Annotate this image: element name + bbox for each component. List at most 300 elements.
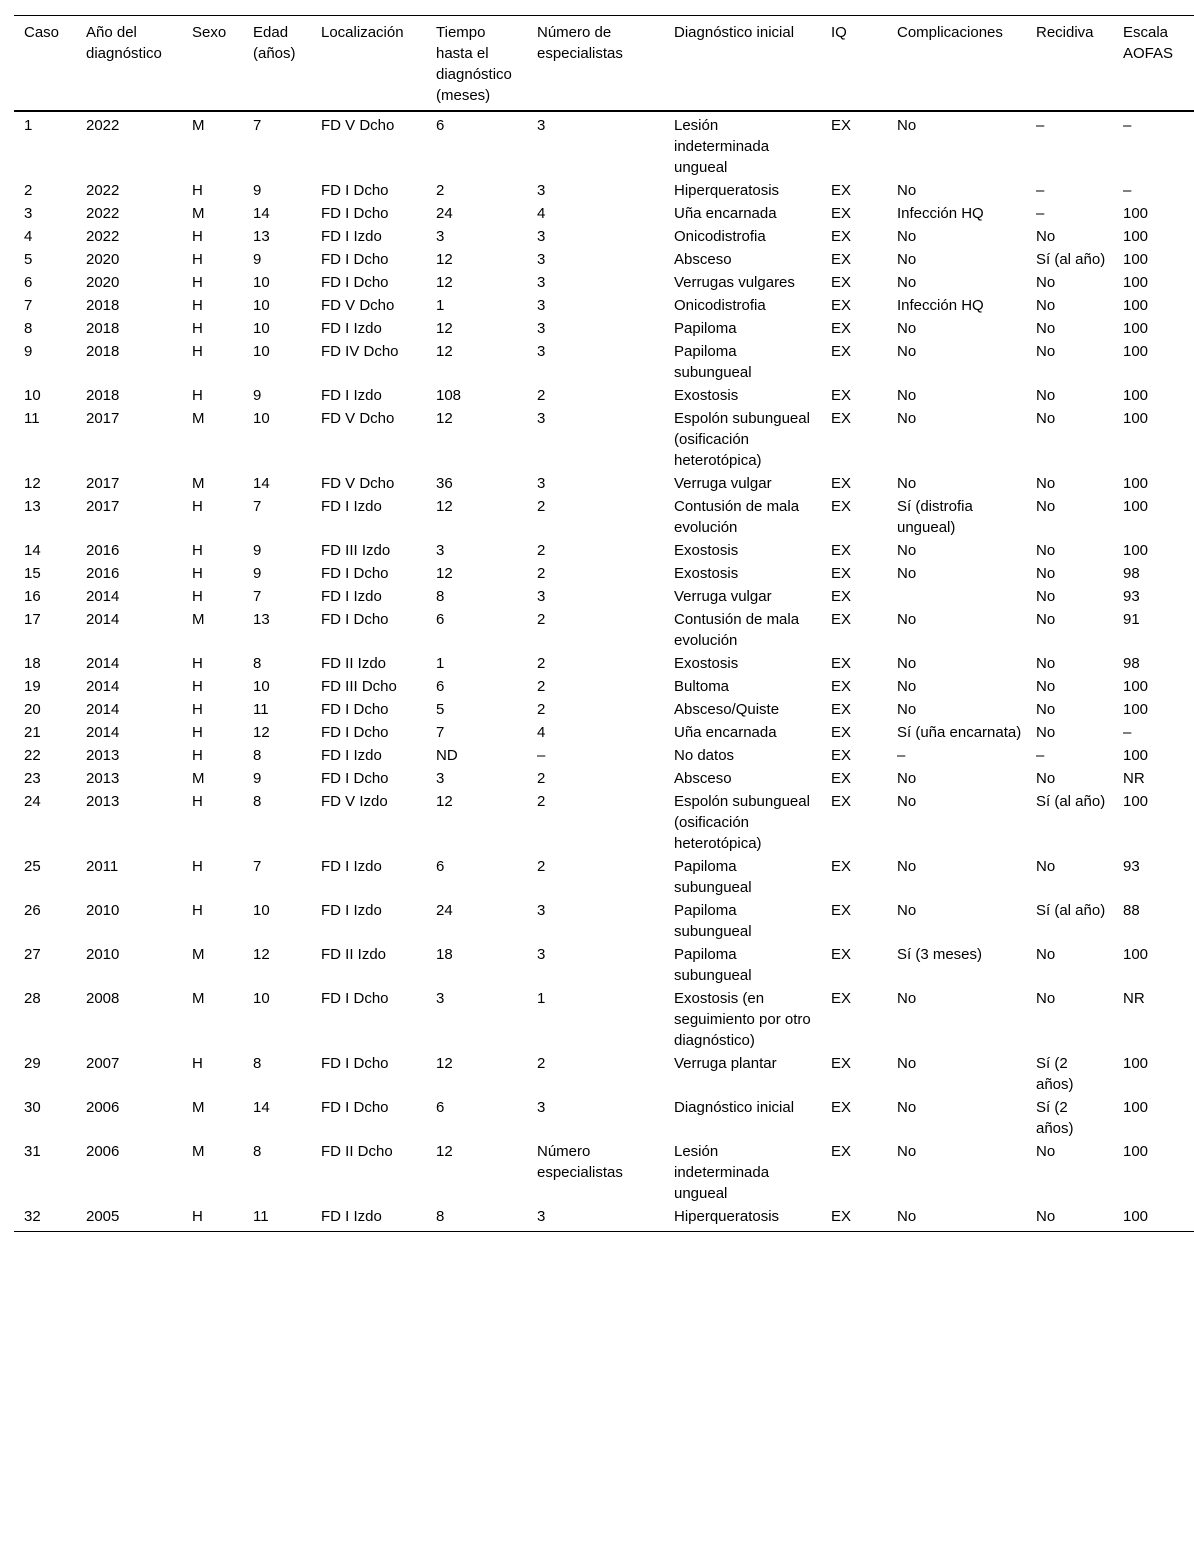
table-cell-numero-especialistas: 2 <box>537 387 546 404</box>
table-cell-recidiva: No <box>1036 724 1056 741</box>
table-cell-diagnostico-inicial: Hiperqueratosis <box>674 182 780 199</box>
table-cell-iq: EX <box>831 701 852 718</box>
table-cell-escala-aofas: 93 <box>1123 858 1140 875</box>
table-cell-caso: 10 <box>24 387 41 404</box>
table-cell-recidiva: No <box>1036 1143 1056 1160</box>
table-cell-diagnostico-inicial: Exostosis <box>674 387 739 404</box>
table-cell-edad: 10 <box>253 343 270 360</box>
table-cell-edad: 9 <box>253 182 262 199</box>
table-row <box>14 898 1194 942</box>
table-cell-numero-especialistas: 3 <box>537 588 546 605</box>
table-cell-escala-aofas: – <box>1123 182 1132 199</box>
table-cell-complicaciones: No <box>897 251 917 268</box>
column-header-escala-aofas: Escala AOFAS <box>1123 24 1174 62</box>
table-row <box>14 1204 1194 1232</box>
table-cell-numero-especialistas: 3 <box>537 251 546 268</box>
column-header-caso: Caso <box>24 24 60 41</box>
table-cell-escala-aofas: 100 <box>1123 297 1149 314</box>
table-cell-anio-diagnostico: 2005 <box>86 1208 120 1225</box>
table-cell-localizacion: FD I Dcho <box>321 205 389 222</box>
table-cell-localizacion: FD V Dcho <box>321 410 395 427</box>
table-cell-tiempo-diagnostico: ND <box>436 747 458 764</box>
table-cell-edad: 9 <box>253 387 262 404</box>
table-cell-numero-especialistas: 2 <box>537 542 546 559</box>
table-cell-diagnostico-inicial: Contusión de mala evolución <box>674 498 800 536</box>
table-cell-anio-diagnostico: 2007 <box>86 1055 120 1072</box>
table-cell-localizacion: FD I Dcho <box>321 182 389 199</box>
table-cell-escala-aofas: 100 <box>1123 1099 1149 1116</box>
table-cell-edad: 9 <box>253 565 262 582</box>
table-cell-recidiva: Sí (2 años) <box>1036 1055 1074 1093</box>
table-cell-complicaciones: Sí (distrofia ungueal) <box>897 498 973 536</box>
table-cell-iq: EX <box>831 251 852 268</box>
table-cell-sexo: H <box>192 902 203 919</box>
table-cell-complicaciones: Infección HQ <box>897 205 984 222</box>
table-cell-iq: EX <box>831 117 852 134</box>
table-cell-diagnostico-inicial: Espolón subungueal (osificación heterotópica) <box>674 410 810 469</box>
table-cell-numero-especialistas: 2 <box>537 565 546 582</box>
table-cell-sexo: M <box>192 611 205 628</box>
table-cell-sexo: M <box>192 946 205 963</box>
table-cell-localizacion: FD I Dcho <box>321 274 389 291</box>
table-row <box>14 201 1194 224</box>
table-cell-diagnostico-inicial: Hiperqueratosis <box>674 1208 780 1225</box>
table-cell-numero-especialistas: 3 <box>537 475 546 492</box>
column-header-tiempo-diagnostico: Tiempo hasta el diagnóstico (meses) <box>436 24 512 104</box>
table-cell-complicaciones: Sí (uña encarnata) <box>897 724 1022 741</box>
table-cell-caso: 18 <box>24 655 41 672</box>
table-cell-recidiva: No <box>1036 274 1056 291</box>
table-cell-numero-especialistas: 1 <box>537 990 546 1007</box>
table-cell-caso: 2 <box>24 182 33 199</box>
table-cell-edad: 11 <box>253 1208 269 1225</box>
table-cell-diagnostico-inicial: Papiloma subungueal <box>674 902 752 940</box>
table-cell-complicaciones: No <box>897 387 917 404</box>
column-header-numero-especialistas: Número de especialistas <box>537 24 623 62</box>
table-cell-edad: 10 <box>253 297 270 314</box>
table-cell-caso: 17 <box>24 611 41 628</box>
table-row <box>14 178 1194 201</box>
table-cell-sexo: H <box>192 297 203 314</box>
table-cell-numero-especialistas: 2 <box>537 770 546 787</box>
table-cell-anio-diagnostico: 2018 <box>86 320 120 337</box>
column-header-localizacion: Localización <box>321 24 404 41</box>
column-header-recidiva: Recidiva <box>1036 24 1094 41</box>
table-cell-edad: 8 <box>253 793 262 810</box>
table-cell-numero-especialistas: 3 <box>537 297 546 314</box>
table-cell-localizacion: FD II Izdo <box>321 655 387 672</box>
table-row <box>14 697 1194 720</box>
table-cell-tiempo-diagnostico: 12 <box>436 320 453 337</box>
table-cell-anio-diagnostico: 2022 <box>86 228 120 245</box>
table-cell-recidiva: No <box>1036 320 1056 337</box>
table-cell-tiempo-diagnostico: 108 <box>436 387 462 404</box>
table-cell-edad: 7 <box>253 858 262 875</box>
table-cell-tiempo-diagnostico: 3 <box>436 228 445 245</box>
table-cell-iq: EX <box>831 410 852 427</box>
table-cell-complicaciones: No <box>897 343 917 360</box>
table-cell-iq: EX <box>831 770 852 787</box>
table-cell-edad: 7 <box>253 117 262 134</box>
table-cell-sexo: H <box>192 498 203 515</box>
table-row <box>14 720 1194 743</box>
table-cell-anio-diagnostico: 2017 <box>86 498 120 515</box>
table-cell-localizacion: FD I Izdo <box>321 588 382 605</box>
table-cell-numero-especialistas: 2 <box>537 498 546 515</box>
table-cell-tiempo-diagnostico: 6 <box>436 1099 445 1116</box>
table-cell-escala-aofas: 91 <box>1123 611 1140 628</box>
table-cell-recidiva: No <box>1036 1208 1056 1225</box>
table-row <box>14 766 1194 789</box>
table-cell-diagnostico-inicial: Lesión indeterminada ungueal <box>674 117 770 176</box>
table-body <box>14 111 1194 1232</box>
table-cell-escala-aofas: 100 <box>1123 387 1149 404</box>
table-cell-diagnostico-inicial: Contusión de mala evolución <box>674 611 800 649</box>
table-cell-localizacion: FD V Dcho <box>321 297 395 314</box>
table-cell-anio-diagnostico: 2022 <box>86 117 120 134</box>
table-cell-tiempo-diagnostico: 12 <box>436 410 453 427</box>
table-cell-iq: EX <box>831 343 852 360</box>
table-cell-sexo: H <box>192 588 203 605</box>
table-cell-recidiva: No <box>1036 542 1056 559</box>
table-cell-iq: EX <box>831 946 852 963</box>
table-cell-edad: 10 <box>253 274 270 291</box>
table-cell-numero-especialistas: Número especialistas <box>537 1143 623 1181</box>
table-cell-diagnostico-inicial: Uña encarnada <box>674 724 777 741</box>
table-cell-numero-especialistas: 2 <box>537 858 546 875</box>
table-cell-recidiva: No <box>1036 387 1056 404</box>
table-cell-numero-especialistas: 2 <box>537 701 546 718</box>
table-cell-complicaciones: – <box>897 747 906 764</box>
table-cell-sexo: H <box>192 387 203 404</box>
table-cell-complicaciones: No <box>897 274 917 291</box>
table-cell-tiempo-diagnostico: 1 <box>436 655 445 672</box>
table-cell-anio-diagnostico: 2014 <box>86 678 120 695</box>
table-cell-caso: 1 <box>24 117 33 134</box>
table-cell-edad: 10 <box>253 678 270 695</box>
table-cell-iq: EX <box>831 678 852 695</box>
table-cell-caso: 30 <box>24 1099 41 1116</box>
table-cell-numero-especialistas: 3 <box>537 902 546 919</box>
table-cell-sexo: H <box>192 793 203 810</box>
table-cell-complicaciones: No <box>897 1143 917 1160</box>
table-cell-sexo: M <box>192 990 205 1007</box>
table-cell-edad: 9 <box>253 251 262 268</box>
table-cell-diagnostico-inicial: No datos <box>674 747 735 764</box>
table-cell-caso: 5 <box>24 251 33 268</box>
table-cell-recidiva: No <box>1036 498 1056 515</box>
table-cell-localizacion: FD I Dcho <box>321 1055 389 1072</box>
column-header-complicaciones: Complicaciones <box>897 24 1003 41</box>
table-cell-anio-diagnostico: 2010 <box>86 946 120 963</box>
table-cell-sexo: H <box>192 274 203 291</box>
table-cell-numero-especialistas: 2 <box>537 611 546 628</box>
table-cell-tiempo-diagnostico: 12 <box>436 274 453 291</box>
table-cell-escala-aofas: – <box>1123 117 1132 134</box>
table-cell-caso: 12 <box>24 475 41 492</box>
table-cell-complicaciones: No <box>897 611 917 628</box>
table-cell-escala-aofas: 100 <box>1123 410 1149 427</box>
table-cell-anio-diagnostico: 2008 <box>86 990 120 1007</box>
table-cell-recidiva: – <box>1036 182 1045 199</box>
table-cell-edad: 12 <box>253 946 270 963</box>
table-row <box>14 224 1194 247</box>
table-cell-anio-diagnostico: 2011 <box>86 858 119 875</box>
table-cell-recidiva: – <box>1036 747 1045 764</box>
table-cell-complicaciones: No <box>897 678 917 695</box>
table-cell-complicaciones: No <box>897 701 917 718</box>
table-cell-caso: 14 <box>24 542 41 559</box>
table-cell-tiempo-diagnostico: 12 <box>436 343 453 360</box>
table-cell-anio-diagnostico: 2022 <box>86 182 120 199</box>
table-cell-caso: 32 <box>24 1208 41 1225</box>
table-container <box>14 15 1194 1232</box>
table-cell-edad: 10 <box>253 990 270 1007</box>
table-cell-complicaciones: No <box>897 1099 917 1116</box>
table-cell-recidiva: Sí (2 años) <box>1036 1099 1074 1137</box>
table-row <box>14 316 1194 339</box>
table-cell-tiempo-diagnostico: 12 <box>436 1143 453 1160</box>
table-cell-edad: 14 <box>253 1099 270 1116</box>
table-cell-tiempo-diagnostico: 5 <box>436 701 445 718</box>
table-cell-complicaciones: No <box>897 475 917 492</box>
table-cell-recidiva: No <box>1036 858 1056 875</box>
table-cell-localizacion: FD I Izdo <box>321 498 382 515</box>
table-cell-escala-aofas: NR <box>1123 770 1145 787</box>
table-cell-complicaciones <box>887 584 1026 607</box>
table-cell-localizacion: FD I Izdo <box>321 858 382 875</box>
table-cell-iq: EX <box>831 747 852 764</box>
table-cell-caso: 6 <box>24 274 33 291</box>
table-cell-numero-especialistas: 2 <box>537 655 546 672</box>
table-cell-localizacion: FD I Dcho <box>321 1099 389 1116</box>
table-cell-numero-especialistas: – <box>537 747 546 764</box>
table-cell-numero-especialistas: 3 <box>537 182 546 199</box>
table-row <box>14 1051 1194 1095</box>
table-cell-diagnostico-inicial: Onicodistrofia <box>674 228 766 245</box>
table-cell-anio-diagnostico: 2018 <box>86 387 120 404</box>
table-cell-edad: 14 <box>253 205 270 222</box>
table-cell-diagnostico-inicial: Exostosis <box>674 655 739 672</box>
table-cell-iq: EX <box>831 1099 852 1116</box>
table-cell-localizacion: FD I Dcho <box>321 770 389 787</box>
table-cell-diagnostico-inicial: Absceso <box>674 770 732 787</box>
table-cell-localizacion: FD I Izdo <box>321 747 382 764</box>
table-cell-sexo: H <box>192 724 203 741</box>
table-row <box>14 339 1194 383</box>
table-row <box>14 561 1194 584</box>
table-row <box>14 383 1194 406</box>
table-cell-iq: EX <box>831 228 852 245</box>
table-cell-escala-aofas: 100 <box>1123 343 1149 360</box>
table-cell-caso: 20 <box>24 701 41 718</box>
table-row <box>14 270 1194 293</box>
table-cell-diagnostico-inicial: Papiloma subungueal <box>674 858 752 896</box>
table-cell-complicaciones: No <box>897 770 917 787</box>
table-cell-iq: EX <box>831 565 852 582</box>
table-cell-escala-aofas: 100 <box>1123 274 1149 291</box>
table-cell-caso: 24 <box>24 793 41 810</box>
table-cell-escala-aofas: 98 <box>1123 655 1140 672</box>
table-cell-edad: 9 <box>253 542 262 559</box>
table-cell-sexo: M <box>192 410 205 427</box>
table-cell-tiempo-diagnostico: 6 <box>436 117 445 134</box>
table-cell-diagnostico-inicial: Onicodistrofia <box>674 297 766 314</box>
cases-table <box>14 15 1194 1232</box>
table-cell-tiempo-diagnostico: 18 <box>436 946 453 963</box>
table-cell-iq: EX <box>831 588 852 605</box>
table-cell-iq: EX <box>831 990 852 1007</box>
table-cell-numero-especialistas: 4 <box>537 724 546 741</box>
table-cell-recidiva: – <box>1036 117 1045 134</box>
table-cell-escala-aofas: 88 <box>1123 902 1140 919</box>
header-row <box>14 16 1194 112</box>
table-cell-caso: 21 <box>24 724 41 741</box>
table-cell-tiempo-diagnostico: 1 <box>436 297 445 314</box>
table-cell-caso: 28 <box>24 990 41 1007</box>
table-cell-edad: 11 <box>253 701 269 718</box>
table-cell-numero-especialistas: 3 <box>537 117 546 134</box>
table-cell-edad: 13 <box>253 228 270 245</box>
table-cell-iq: EX <box>831 1143 852 1160</box>
table-cell-escala-aofas: 100 <box>1123 1208 1149 1225</box>
table-cell-caso: 7 <box>24 297 33 314</box>
table-cell-iq: EX <box>831 793 852 810</box>
table-cell-complicaciones: No <box>897 542 917 559</box>
table-cell-numero-especialistas: 3 <box>537 946 546 963</box>
column-header-anio-diagnostico: Año del diagnóstico <box>86 24 162 62</box>
table-cell-complicaciones: No <box>897 410 917 427</box>
table-cell-escala-aofas: 100 <box>1123 1055 1149 1072</box>
table-cell-escala-aofas: 100 <box>1123 542 1149 559</box>
table-cell-recidiva: No <box>1036 343 1056 360</box>
table-cell-edad: 7 <box>253 498 262 515</box>
table-cell-escala-aofas: 100 <box>1123 498 1149 515</box>
table-cell-sexo: H <box>192 747 203 764</box>
table-cell-complicaciones: No <box>897 793 917 810</box>
table-cell-sexo: H <box>192 565 203 582</box>
table-cell-sexo: M <box>192 117 205 134</box>
table-cell-tiempo-diagnostico: 24 <box>436 205 453 222</box>
table-cell-tiempo-diagnostico: 6 <box>436 678 445 695</box>
table-cell-tiempo-diagnostico: 12 <box>436 1055 453 1072</box>
table-cell-diagnostico-inicial: Bultoma <box>674 678 730 695</box>
table-row <box>14 538 1194 561</box>
table-row <box>14 854 1194 898</box>
table-cell-recidiva: Sí (al año) <box>1036 793 1106 810</box>
table-cell-edad: 12 <box>253 724 270 741</box>
table-cell-diagnostico-inicial: Lesión indeterminada ungueal <box>674 1143 770 1202</box>
table-cell-complicaciones: No <box>897 858 917 875</box>
table-cell-anio-diagnostico: 2016 <box>86 542 120 559</box>
table-cell-escala-aofas: NR <box>1123 990 1145 1007</box>
table-cell-anio-diagnostico: 2014 <box>86 588 120 605</box>
table-cell-caso: 23 <box>24 770 41 787</box>
table-cell-complicaciones: No <box>897 990 917 1007</box>
table-cell-escala-aofas: 100 <box>1123 701 1149 718</box>
table-cell-localizacion: FD I Dcho <box>321 565 389 582</box>
table-cell-edad: 14 <box>253 475 270 492</box>
table-cell-diagnostico-inicial: Verrugas vulgares <box>674 274 795 291</box>
table-cell-sexo: H <box>192 701 203 718</box>
table-cell-sexo: H <box>192 228 203 245</box>
table-cell-recidiva: No <box>1036 990 1056 1007</box>
table-cell-recidiva: No <box>1036 655 1056 672</box>
table-cell-sexo: H <box>192 182 203 199</box>
table-cell-diagnostico-inicial: Exostosis <box>674 565 739 582</box>
table-cell-edad: 8 <box>253 1055 262 1072</box>
table-cell-caso: 11 <box>24 410 40 427</box>
table-cell-caso: 9 <box>24 343 33 360</box>
table-cell-diagnostico-inicial: Uña encarnada <box>674 205 777 222</box>
table-cell-numero-especialistas: 3 <box>537 1208 546 1225</box>
table-row <box>14 494 1194 538</box>
table-cell-localizacion: FD I Dcho <box>321 701 389 718</box>
table-cell-anio-diagnostico: 2017 <box>86 475 120 492</box>
table-cell-sexo: H <box>192 320 203 337</box>
table-cell-anio-diagnostico: 2010 <box>86 902 120 919</box>
table-cell-caso: 13 <box>24 498 41 515</box>
table-cell-diagnostico-inicial: Papiloma subungueal <box>674 343 752 381</box>
table-row <box>14 247 1194 270</box>
table-cell-localizacion: FD III Izdo <box>321 542 391 559</box>
table-cell-tiempo-diagnostico: 12 <box>436 251 453 268</box>
table-row <box>14 406 1194 471</box>
table-cell-escala-aofas: 100 <box>1123 1143 1149 1160</box>
table-cell-edad: 8 <box>253 1143 262 1160</box>
table-cell-complicaciones: No <box>897 565 917 582</box>
table-cell-escala-aofas: 100 <box>1123 678 1149 695</box>
table-cell-numero-especialistas: 3 <box>537 274 546 291</box>
table-cell-iq: EX <box>831 205 852 222</box>
table-cell-tiempo-diagnostico: 3 <box>436 990 445 1007</box>
table-cell-tiempo-diagnostico: 6 <box>436 858 445 875</box>
table-cell-numero-especialistas: 3 <box>537 343 546 360</box>
table-cell-anio-diagnostico: 2020 <box>86 251 120 268</box>
table-cell-localizacion: FD V Dcho <box>321 475 395 492</box>
table-cell-iq: EX <box>831 475 852 492</box>
table-cell-localizacion: FD I Izdo <box>321 902 382 919</box>
table-cell-diagnostico-inicial: Diagnóstico inicial <box>674 1099 795 1116</box>
table-cell-escala-aofas: 100 <box>1123 205 1149 222</box>
table-cell-diagnostico-inicial: Verruga plantar <box>674 1055 777 1072</box>
table-cell-anio-diagnostico: 2016 <box>86 565 120 582</box>
table-cell-edad: 10 <box>253 320 270 337</box>
table-cell-escala-aofas: 100 <box>1123 793 1149 810</box>
table-cell-localizacion: FD I Izdo <box>321 1208 382 1225</box>
table-cell-sexo: H <box>192 858 203 875</box>
table-cell-numero-especialistas: 2 <box>537 1055 546 1072</box>
table-cell-diagnostico-inicial: Absceso/Quiste <box>674 701 780 718</box>
table-cell-complicaciones: No <box>897 117 917 134</box>
table-cell-recidiva: No <box>1036 588 1056 605</box>
table-row <box>14 789 1194 854</box>
table-cell-caso: 27 <box>24 946 41 963</box>
table-cell-iq: EX <box>831 498 852 515</box>
table-cell-caso: 22 <box>24 747 41 764</box>
table-cell-complicaciones: No <box>897 320 917 337</box>
table-cell-escala-aofas: 100 <box>1123 946 1149 963</box>
table-cell-complicaciones: No <box>897 655 917 672</box>
table-cell-recidiva: No <box>1036 611 1056 628</box>
table-cell-complicaciones: No <box>897 902 917 919</box>
table-cell-tiempo-diagnostico: 3 <box>436 770 445 787</box>
table-cell-iq: EX <box>831 274 852 291</box>
table-cell-diagnostico-inicial: Papiloma <box>674 320 737 337</box>
table-cell-complicaciones: No <box>897 1055 917 1072</box>
table-cell-localizacion: FD II Dcho <box>321 1143 393 1160</box>
table-cell-numero-especialistas: 2 <box>537 793 546 810</box>
